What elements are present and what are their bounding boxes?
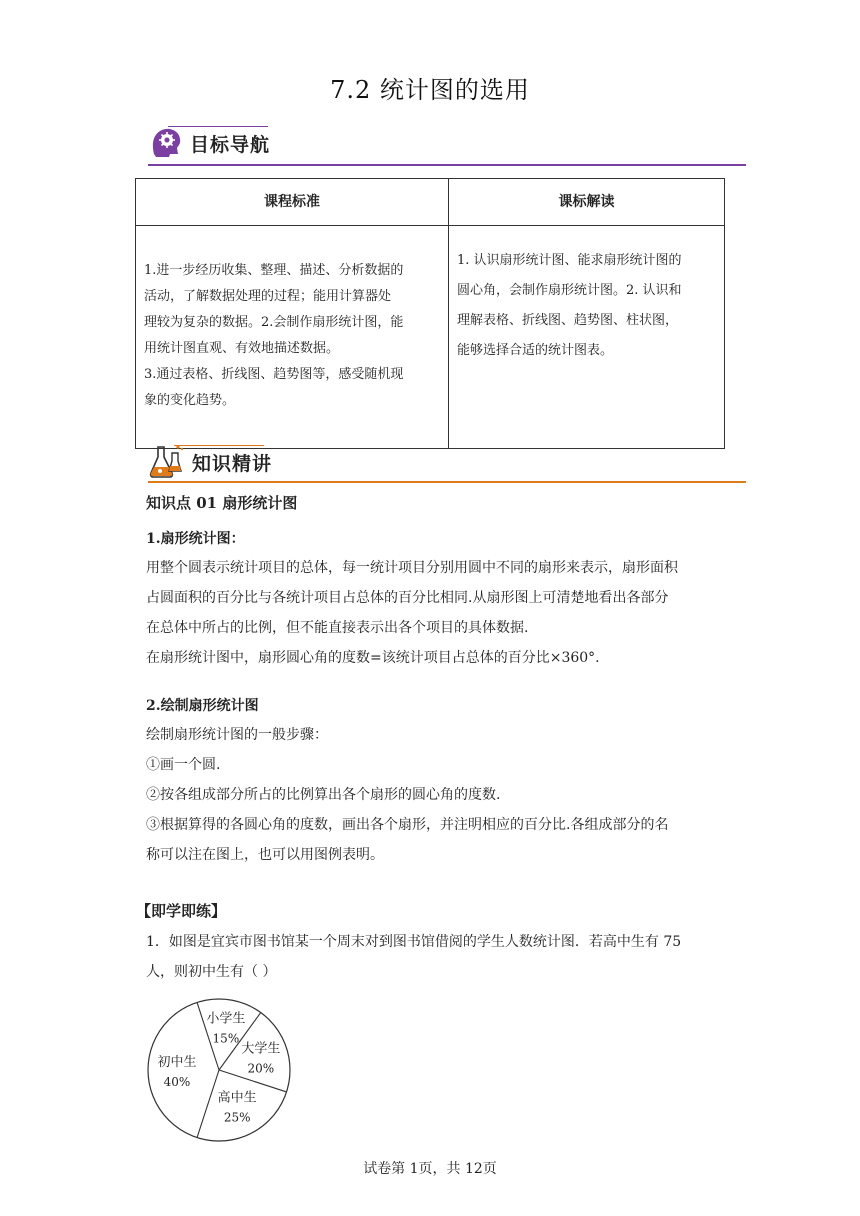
head-brain-icon: [148, 124, 184, 160]
standard-line: 1.进一步经历收集、整理、描述、分析数据的: [144, 263, 404, 278]
pie-slice-label: 初中生: [157, 1055, 197, 1070]
interpretation-line: 1. 认识扇形统计图、能求扇形统计图的: [457, 253, 682, 268]
flask-icon: [148, 443, 184, 479]
pie-slice-label: 高中生: [217, 1090, 257, 1106]
standards-table: [135, 178, 725, 449]
pie-slice-value: 25%: [223, 1110, 251, 1125]
interpretation-line: 理解表格、折线图、趋势图、柱状图，: [457, 313, 679, 328]
table-header-standard: 课程标准: [136, 179, 449, 226]
knowledge-point-heading: 知识点 01 扇形统计图: [146, 494, 298, 512]
section1-line: 占圆面积的百分比与各统计项目占总体的百分比相同.从扇形图上可清楚地看出各部分: [146, 590, 669, 606]
knowledge-banner-label: 知识精讲: [192, 453, 273, 475]
interpretation-cell: [449, 226, 725, 449]
pie-slice-value: 15%: [212, 1031, 240, 1046]
goal-banner-label: 目标导航: [190, 134, 271, 156]
knowledge-banner-underline: [148, 481, 746, 483]
page-title: 7.2 统计图的选用: [330, 76, 530, 104]
standard-line: 3.通过表格、折线图、趋势图等，感受随机现: [144, 367, 404, 382]
question-line: 人，则初中生有（ ）: [146, 964, 277, 980]
section2-paragraph: [146, 720, 726, 870]
section2-line: ②按各组成部分所占的比例算出各个扇形的圆心角的度数.: [146, 787, 501, 803]
section2-line: ①画一个圆.: [146, 757, 221, 773]
interpretation-line: 能够选择合适的统计图表。: [457, 343, 614, 358]
standard-line: 活动，了解数据处理的过程；能用计算器处: [144, 289, 392, 304]
section1-line: 用整个圆表示统计项目的总体，每一统计项目分别用圆中不同的扇形来表示，扇形面积: [146, 560, 678, 576]
goal-banner: [148, 124, 746, 166]
practice-heading: 【即学即练】: [136, 902, 227, 920]
question-line: 1．如图是宜宾市图书馆某一个周末对到图书馆借阅的学生人数统计图．若高中生有 75: [146, 934, 682, 950]
section2-line: 绘制扇形统计图的一般步骤：: [146, 727, 328, 743]
standard-line: 理较为复杂的数据。2.会制作扇形统计图，能: [144, 315, 404, 330]
section1-line: 在扇形统计图中，扇形圆心角的度数=该统计项目占总体的百分比×360°.: [146, 650, 600, 666]
knowledge-banner: [148, 443, 746, 483]
pie-chart-svg: [146, 995, 292, 1145]
standard-line: 象的变化趋势。: [144, 393, 236, 408]
table-header-interpretation: 课标解读: [449, 179, 725, 226]
question-1: [146, 927, 726, 987]
standard-cell: [136, 226, 449, 449]
section1-heading: 1.扇形统计图：: [146, 531, 245, 547]
goal-banner-underline: [148, 164, 746, 166]
pie-chart: [146, 995, 292, 1145]
pie-slice-value: 40%: [163, 1075, 191, 1089]
standard-line: 用统计图直观、有效地描述数据。: [144, 341, 340, 356]
interpretation-line: 圆心角，会制作扇形统计图。2. 认识和: [457, 283, 682, 298]
pie-slice-label: 小学生: [206, 1011, 246, 1027]
section1-line: 在总体中所占的比例，但不能直接表示出各个项目的具体数据.: [146, 620, 529, 636]
section2-heading: 2.绘制扇形统计图: [146, 698, 259, 714]
page-footer: 试卷第 1页，共 12页: [363, 1161, 497, 1177]
section1-paragraph: [146, 553, 726, 673]
section2-line: 称可以注在图上，也可以用图例表明。: [146, 847, 384, 863]
section2-line: ③根据算得的各圆心角的度数，画出各个扇形，并注明相应的百分比.各组成部分的名: [146, 817, 669, 833]
pie-slice-label: 大学生: [241, 1041, 281, 1057]
pie-slice-value: 20%: [247, 1061, 275, 1076]
